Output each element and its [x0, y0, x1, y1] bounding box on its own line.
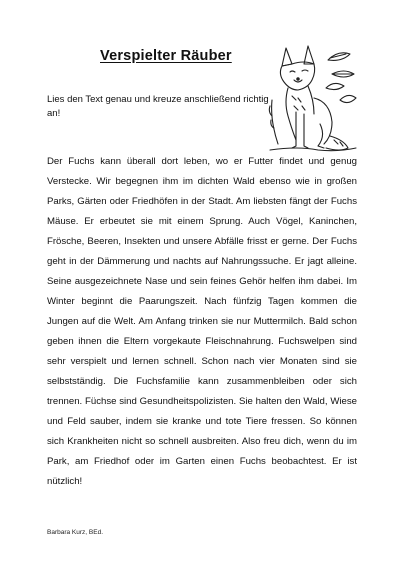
fox-illustration-icon [268, 40, 358, 155]
page-title: Verspielter Räuber [100, 48, 232, 64]
reading-text: Der Fuchs kann überall dort leben, wo er Futter findet und genug Verstecke. Wir begegnen ihm im dichten Wald ebenso wie in großen Parks, Gärten oder Friedhöfen in der Stadt. Am liebsten fängt der Fuchs Mäuse. Er erbeutet sie mit einem Sprung. Auch Vögel, Kaninchen, Frösche, Beeren, Insekten und unsere Abfälle frisst er gerne. Der Fuchs geht in der Dämmerung und nachts auf Nahrungssuche. Er jagt alleine. Seine ausgezeichnete Nase und sein feines Gehör helfen ihm dabei. Im Winter beginnt die Paarungszeit. Nach fünfzig Tagen kommen die Jungen auf die Welt. Am Anfang trinken sie nur Muttermilch. Bald schon geben ihnen die Eltern vorgekaute Fleischnahrung. Fuchswelpen sind sehr verspielt und lernen schnell. Schon nach vier Monaten sind sie selbstständig. Die Fuchsfamilie kann zusammenbleiben oder sich trennen. Füchse sind Gesundheitspolizisten. Sie halten den Wald, Wiese und Feld sauber, indem sie kranke und tote Tiere fressen. So können sich Krankheiten nicht so schnell ausbreiten. Also freu dich, wenn du im Park, am Friedhof oder im Garten einen Fuchs beobachtest. Er ist nützlich! [47, 156, 357, 487]
instruction-text: Lies den Text genau und kreuze anschließend richtig an! [47, 94, 269, 119]
author-credit: Barbara Kurz, BEd. [47, 529, 103, 536]
